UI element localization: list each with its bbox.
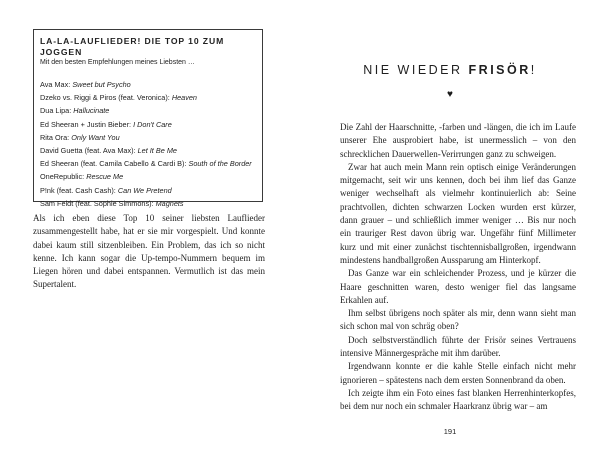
track-song: Sweet but Psycho (72, 80, 131, 89)
track-item (40, 197, 256, 210)
track-item (40, 157, 256, 170)
track-item (40, 104, 256, 117)
track-item (40, 170, 256, 183)
chapter-paragraph: Doch selbstverständlich führte der Frisör seines Vertrauens intensive Männergespräche mit ihm darüber. (340, 334, 576, 359)
track-item (40, 91, 256, 104)
chapter-title-highlight: FRISÖR (468, 63, 531, 77)
track-artist: Ed Sheeran (feat. Camila Cabello & Cardi B): (40, 159, 189, 169)
track-item (40, 144, 256, 157)
track-artist: David Guetta (feat. Ava Max): (40, 146, 138, 156)
chapter-paragraph: Ihm selbst übrigens noch später als mir, denn wann sieht man sich schon mal von schräg oben? (340, 308, 576, 332)
track-item (40, 131, 256, 144)
track-song: I Don't Care (133, 119, 172, 129)
track-artist: Dzeko vs. Riggi & Piros (feat. Veronica): (40, 93, 172, 103)
playlist-subtitle: Mit den besten Empfehlungen meines Liebsten … (40, 59, 195, 66)
page-number: 191 (443, 427, 457, 436)
track-artist: Ava Max: (40, 80, 73, 89)
chapter-paragraph: Irgendwann konnte er die kahle Stelle einfach nicht mehr ignorieren – spätestens nach dem ersten Sonnenbrand da oben. (340, 361, 576, 385)
track-song: Magnets (155, 198, 184, 208)
track-song: Heaven (171, 93, 197, 103)
chapter-title-pre: NIE WIEDER (363, 63, 469, 77)
track-song: Only Want You (71, 132, 120, 142)
playlist-title: LA-LA-LAUFLIEDER! DIE TOP 10 ZUM JOGGEN (40, 36, 225, 57)
track-artist: P!nk (feat. Cash Cash): (40, 185, 118, 195)
chapter-paragraph: Die Zahl der Haarschnitte, -farben und -längen, die ich im Laufe unserer Ehe ausprobiert habe, ist unermesslich – von den schrecklichen Dauerwellen-Verirrungen ganz zu schweigen. (340, 122, 576, 159)
chapter-paragraph: Zwar hat auch mein Mann rein optisch einige Veränderungen mitgemacht, seit wir uns kennen, doch bei ihm lief das Ganze weniger wechselhaft als vielmehr kontinuierlich ab: Seine prachtvollen, dichten schwarzen Locken wurden erst kürzer, dann grauer – und schließlich immer weniger … Bis nur noch ein trauriger Rest davon übrig war. Ungefähr fünf Millimeter kurz und mit einer zunächst tischtennisballgroßen, irgendwann mindestens handballgroßen Aussparung am Hinterkopf. (340, 161, 576, 265)
track-song: Can We Pretend (117, 185, 172, 195)
right-page (300, 0, 600, 452)
chapter-paragraph: Das Ganze war ein schleichender Prozess, und je kürzer die Haare geschnitten waren, desto weniger fiel das langsame Erkahlen auf. (340, 268, 576, 305)
left-paragraph: Als ich eben diese Top 10 seiner liebsten Lauflieder zusammengestellt habe, hat er sie mir vorgespielt. Und konnte dabei kaum still sitzenbleiben. Ein Problem, das ich so nicht kenne. Ich kann sogar die Up-tempo-Nummern bequem im Liegen hören und dabei entspannen. Vermutlich ist das mein Supertalent. (33, 213, 265, 290)
track-artist: Ed Sheeran + Justin Bieber: (40, 119, 134, 129)
track-item (40, 78, 256, 91)
track-item (40, 118, 256, 131)
chapter-title-post: ! (530, 63, 537, 77)
track-song: South of the Border (188, 159, 252, 169)
chapter-paragraph: Ich zeigte ihm ein Foto eines fast blanken Herrenhinterkopfes, bei dem nur noch ein schmaler Haarkranz übrig war – am (340, 387, 576, 412)
track-artist: Dua Lipa: (40, 106, 74, 116)
track-song: Hallucinate (73, 106, 110, 116)
heart-icon: ♥ (447, 89, 453, 100)
track-song: Let It Be Me (137, 146, 177, 156)
playlist-box (33, 29, 263, 208)
track-item (40, 184, 256, 197)
chapter-title (300, 63, 600, 77)
track-song: Rescue Me (86, 172, 124, 182)
track-artist: Sam Feldt (feat. Sophie Simmons): (40, 198, 156, 208)
track-list (40, 78, 256, 210)
track-artist: OneRepublic: (40, 172, 87, 182)
track-artist: Rita Ora: (40, 132, 72, 142)
chapter-body (340, 121, 576, 414)
